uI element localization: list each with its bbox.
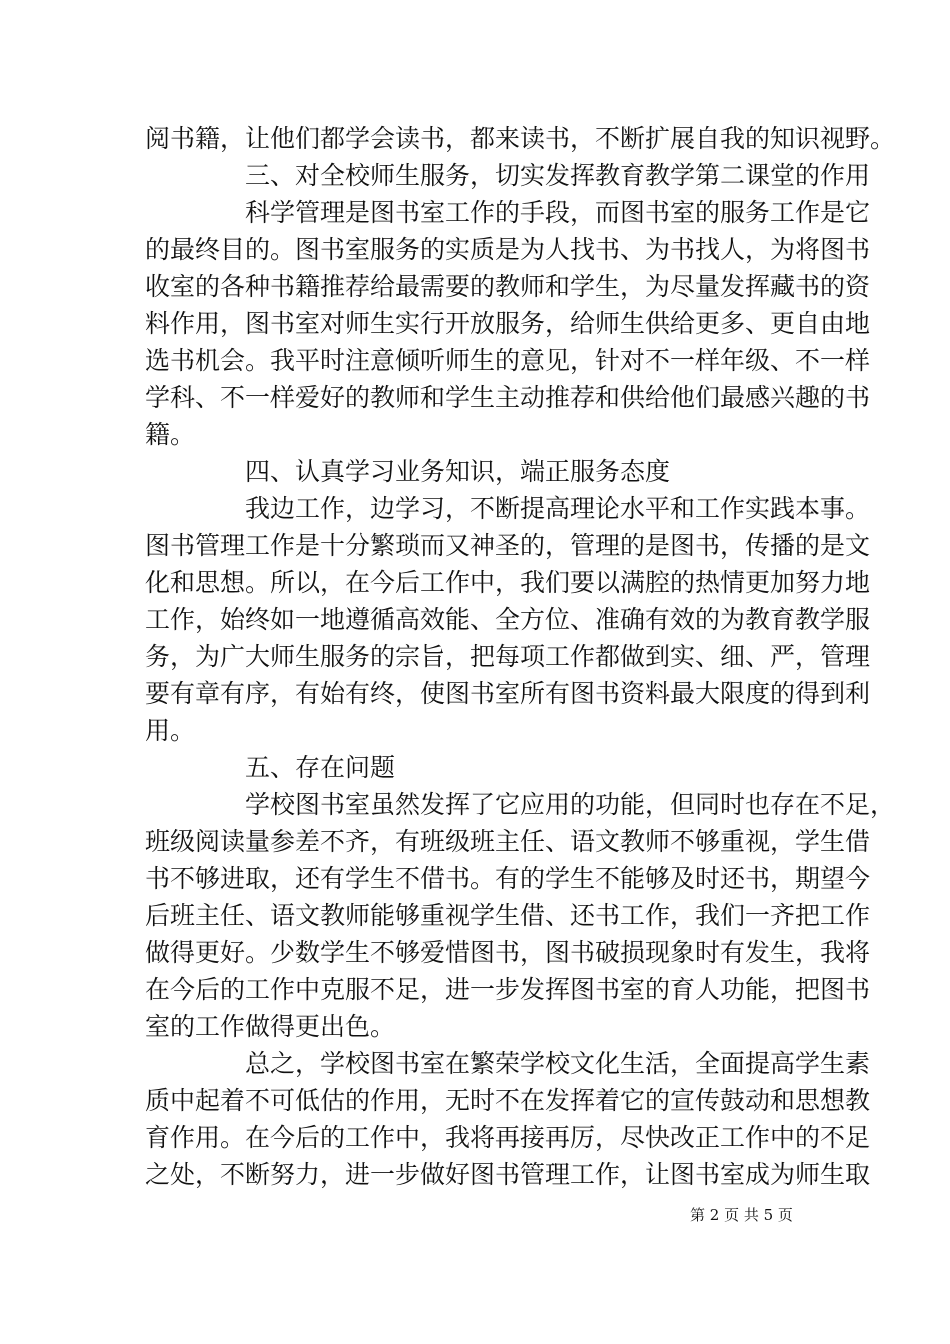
text-line: 用。 <box>145 716 196 745</box>
text-line: 之处，不断努力，进一步做好图书管理工作，让图书室成为师生取 <box>145 1160 871 1189</box>
text-line: 图书管理工作是十分繁琐而又神圣的，管理的是图书，传播的是文 <box>145 531 871 560</box>
text-line: 阅书籍，让他们都学会读书，都来读书，不断扩展自我的知识视野。 <box>145 124 896 153</box>
text-line: 收室的各种书籍推荐给最需要的教师和学生，为尽量发挥藏书的资 <box>145 272 871 301</box>
text-line: 务，为广大师生服务的宗旨，把每项工作都做到实、细、严，管理 <box>145 642 871 671</box>
text-line: 我边工作，边学习，不断提高理论水平和工作实践本事。 <box>245 494 871 523</box>
text-line: 书不够进取，还有学生不借书。有的学生不能够及时还书，期望今 <box>145 864 871 893</box>
text-line: 班级阅读量参差不齐，有班级班主任、语文教师不够重视，学生借 <box>145 827 871 856</box>
text-line: 籍。 <box>145 420 196 449</box>
text-line: 料作用，图书室对师生实行开放服务，给师生供给更多、更自由地 <box>145 309 871 338</box>
text-line: 学校图书室虽然发挥了它应用的功能，但同时也存在不足， <box>245 790 896 819</box>
text-line: 学科、不一样爱好的教师和学生主动推荐和供给他们最感兴趣的书 <box>145 383 871 412</box>
text-line: 总之，学校图书室在繁荣学校文化生活，全面提高学生素 <box>245 1049 871 1078</box>
section-heading: 五、存在问题 <box>245 753 396 782</box>
text-line: 科学管理是图书室工作的手段，而图书室的服务工作是它 <box>245 198 871 227</box>
section-heading: 三、对全校师生服务，切实发挥教育教学第二课堂的作用 <box>245 161 871 190</box>
text-line: 后班主任、语文教师能够重视学生借、还书工作，我们一齐把工作 <box>145 901 871 930</box>
text-line: 的最终目的。图书室服务的实质是为人找书、为书找人，为将图书 <box>145 235 871 264</box>
text-line: 做得更好。少数学生不够爱惜图书，图书破损现象时有发生，我将 <box>145 938 871 967</box>
section-heading: 四、认真学习业务知识，端正服务态度 <box>245 457 671 486</box>
text-line: 要有章有序，有始有终，使图书室所有图书资料最大限度的得到利 <box>145 679 871 708</box>
text-line: 工作，始终如一地遵循高效能、全方位、准确有效的为教育教学服 <box>145 605 871 634</box>
text-line: 化和思想。所以，在今后工作中，我们要以满腔的热情更加努力地 <box>145 568 871 597</box>
page-number-footer: 第 2 页 共 5 页 <box>690 1206 793 1224</box>
text-line: 选书机会。我平时注意倾听师生的意见，针对不一样年级、不一样 <box>145 346 871 375</box>
text-line: 室的工作做得更出色。 <box>145 1012 396 1041</box>
text-line: 质中起着不可低估的作用，无时不在发挥着它的宣传鼓动和思想教 <box>145 1086 871 1115</box>
text-line: 在今后的工作中克服不足，进一步发挥图书室的育人功能，把图书 <box>145 975 871 1004</box>
text-line: 育作用。在今后的工作中，我将再接再厉，尽快改正工作中的不足 <box>145 1123 871 1152</box>
